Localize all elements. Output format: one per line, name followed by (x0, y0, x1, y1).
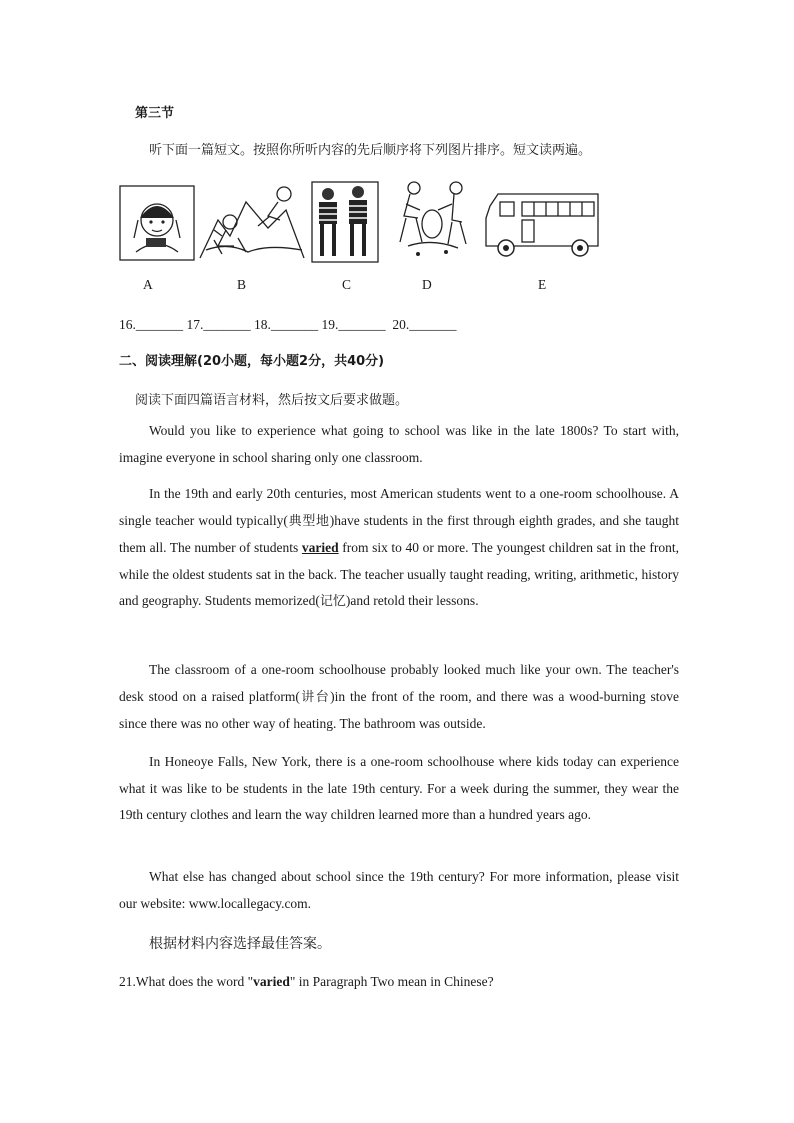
gloss-memorized: 记忆 (319, 594, 346, 609)
paragraph-5 (119, 864, 679, 917)
paragraph-1-text: Would you like to experience what going to school was like in the late 1800s? To start with, imagine everyone in school sharing only one classroom. (119, 423, 679, 465)
picture-row (118, 180, 608, 264)
paragraph-2-part-a: In the 19th and early 20th centuries, most American students went to a one-room schoolhouse. A single teacher would typically( (119, 486, 679, 528)
question-21-word: varied (253, 974, 290, 989)
picture-label-d: D (422, 277, 432, 292)
paragraph-3 (119, 657, 679, 738)
picture-d-cleaning-icon (400, 182, 466, 256)
picture-label-e: E (538, 277, 547, 292)
question-21-part-b: " in Paragraph Two mean in Chinese? (289, 974, 494, 989)
paragraph-2-part-d: )and retold their lessons. (345, 593, 479, 608)
gloss-platform: 讲台 (299, 689, 331, 705)
part-two-heading: 二、阅读理解(20小题，每小题2分，共40分) (119, 354, 385, 369)
paragraph-4 (119, 749, 679, 829)
picture-label-b: B (237, 277, 247, 292)
paragraph-1 (119, 418, 679, 471)
paragraph-5-text: What else has changed about school since the 19th century? For more information, please visit our website: www.locallegacy.com. (119, 869, 679, 911)
picture-label-c: C (342, 277, 352, 292)
picture-b-climbing-icon (200, 187, 304, 258)
paragraph-3-part-b: )in the front of the room, and there was a wood-burning stove since there was no other way of heating. The bathroom was outside. (119, 688, 679, 731)
picture-c-kids-icon (312, 182, 378, 262)
reading-intro: 阅读下面四篇语言材料，然后按文后要求做题。 (135, 393, 409, 408)
question-21-part-a: 21.What does the word " (119, 974, 254, 989)
question-21 (119, 974, 494, 990)
picture-e-bus-icon (486, 194, 598, 256)
paragraph-3-part-a: The classroom of a one-room schoolhouse probably looked much like your own. The teacher's desk stood on a raised platform( (119, 662, 679, 704)
paragraph-2 (119, 481, 679, 616)
picture-a-girl-icon (120, 186, 194, 260)
answer-blanks[interactable]: 16._______ 17._______ 18._______ 19._______ 20._______ (119, 317, 457, 332)
paragraph-2-part-c: from six to 40 or more. The youngest children sat in the front, while the oldest students sat in the back. The teacher usually taught reading, writing, arithmetic, history and geography. Students memorized( (119, 540, 680, 608)
picture-label-a: A (143, 277, 153, 292)
gloss-typically: 典型地 (287, 513, 330, 529)
paragraph-4-text: In Honeoye Falls, New York, there is a one-room schoolhouse where kids today can experience what it was like to be students in the late 19th century. For a week during the summer, they wear the 19th century clothes and learn the way children learned more than a hundred years ago. (119, 754, 679, 822)
target-word-varied: varied (301, 540, 339, 555)
choose-instruction: 根据材料内容选择最佳答案。 (149, 936, 331, 952)
listening-instruction: 听下面一篇短文。按照你所听内容的先后顺序将下列图片排序。短文读两遍。 (149, 143, 592, 158)
section-heading: 第三节 (135, 106, 175, 121)
paragraph-2-part-b: )have students in the first through eighth grades, and she taught them all. The number of students (119, 512, 679, 555)
